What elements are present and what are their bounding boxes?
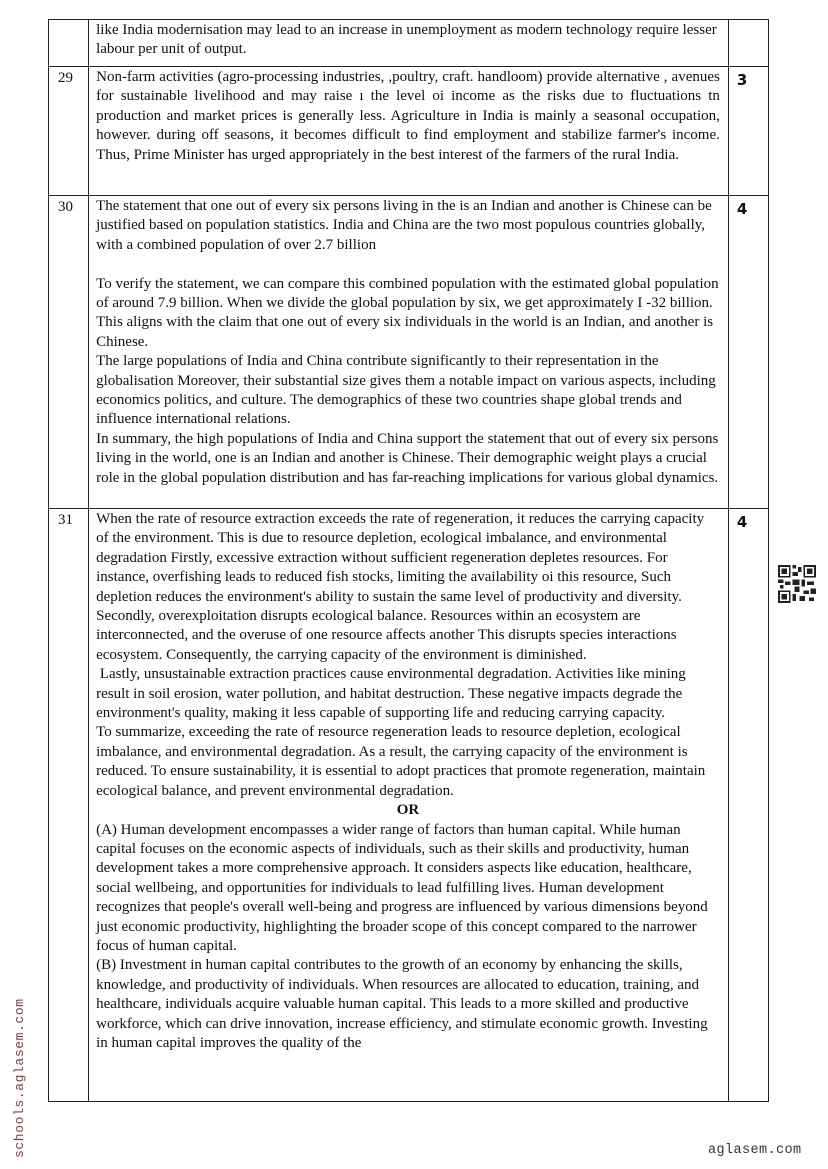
answer-paragraph: Secondly, overexploitation disrupts ecological balance. Resources within an ecosystem are interconnected, and the overuse of one resource affects another This disrupts species interactions ecosystem. Consequently, the carrying capacity of the environment is diminished. xyxy=(96,608,677,663)
bottom-watermark: aglasem.com xyxy=(708,1143,802,1158)
question-number: 29 xyxy=(49,67,89,196)
answer-text xyxy=(89,196,729,509)
table-row xyxy=(49,196,769,509)
side-watermark: schools.aglasem.com xyxy=(12,998,27,1158)
answer-text xyxy=(89,20,729,67)
table-row xyxy=(49,509,769,1102)
answer-paragraph: like India modernisation may lead to an increase in unemployment as modern technology require lesser labour per unit of output. xyxy=(96,22,717,58)
answer-paragraph: Non-farm activities (agro-processing industries, ,poultry, craft. handloom) provide alternative , avenues for sustainable livelihood and may raise ı the level oi income as the risks due to fluctuations tn production and market prices is generally less. Agriculture in India is mainly a seasonal occupation, however. during off seasons, it becomes difficult to find employment and stabilize farmer's income. Thus, Prime Minister has urged appropriately in the best interest of the farmers of the rural India. xyxy=(96,69,720,163)
or-separator: OR xyxy=(396,802,420,819)
answer-paragraph: When the rate of resource extraction exceeds the rate of regeneration, it reduces the carrying capacity of the environment. This is due to resource depletion, ecological imbalance, and environmental degradation Firstly, excessive extraction without sufficient regeneration depletes resources. For instance, overfishing leads to reduced fish stocks, limiting the availability oi this resource, Such depletion reduces the environment's ability to sustain the same level of productivity and diversity. xyxy=(96,511,705,605)
marks xyxy=(728,20,768,67)
answer-paragraph-a: (A) Human development encompasses a wider range of factors than human capital. While human capital focuses on the economic aspects of individuals, such as their skills and productivity, human development takes a more comprehensive approach. It considers aspects like education, healthcare, social wellbeing, and opportunities for individuals to lead fulfilling lives. Human development recognizes that people's overall well-being and progress are influenced by various dimensions beyond just economic productivity, highlighting the broader scope of this concept compared to the narrower focus of human capital. xyxy=(96,821,708,954)
answer-paragraph: The large populations of India and China contribute significantly to their representation in the globalisation Moreover, their substantial size gives them a notable impact on various aspects, including economics politics, and culture. The demographics of these two countries shape global trends and influence international relations. xyxy=(96,353,716,428)
marks: 4 xyxy=(728,196,768,509)
answer-paragraph-b: (B) Investment in human capital contributes to the growth of an economy by enhancing the skills, knowledge, and productivity of individuals. When resources are allocated to education, training, and healthcare, individuals acquire valuable human capital. This leads to a more skilled and productive workforce, which can drive innovation, increase efficiency, and stimulate economic growth. Investing in human capital improves the quality of the xyxy=(96,957,708,1051)
qr-code-icon xyxy=(778,565,816,603)
marks: 4 xyxy=(728,509,768,1102)
answer-paragraph: To verify the statement, we can compare this combined population with the estimated global population of around 7.9 billion. When we divide the global population by six, we get approximately I -32 billion. This aligns with the claim that one out of every six individuals in the world is an Indian, and another is Chinese. xyxy=(96,275,719,350)
answer-text xyxy=(89,509,729,1102)
answer-paragraph: In summary, the high populations of India and China support the statement that out of every six persons living in the world, one is an Indian and another is Chinese. Their demographic weight plays a crucial role in the global population distribution and has far-reaching implications for various global dynamics. xyxy=(96,430,719,486)
answer-paragraph: To summarize, exceeding the rate of resource regeneration leads to resource depletion, ecological imbalance, and environmental degradation. As a result, the carrying capacity of the environment is reduced. To ensure sustainability, it is essential to adopt practices that promote regeneration, maintain ecological balance, and prevent environmental degradation. xyxy=(96,724,706,799)
answer-paragraph: The statement that one out of every six persons living in the is an Indian and another is Chinese can be justified based on population statistics. India and China are the two most populous countries globally, with a combined population of over 2.7 billion xyxy=(96,198,712,253)
table-row xyxy=(49,67,769,196)
table-row xyxy=(49,20,769,67)
answer-paragraph: Lastly, unsustainable extraction practices cause environmental degradation. Activities like mining result in soil erosion, water pollution, and habitat destruction. These negative impacts degrade the environment's quality, making it less capable of supporting life and reducing carrying capacity. xyxy=(96,666,690,722)
answer-key-table xyxy=(48,19,769,1102)
answer-text xyxy=(89,67,729,196)
question-number xyxy=(49,20,89,67)
question-number: 31 xyxy=(49,509,89,1102)
question-number: 30 xyxy=(49,196,89,509)
marks: 3 xyxy=(728,67,768,196)
paragraph-gap xyxy=(96,255,720,274)
